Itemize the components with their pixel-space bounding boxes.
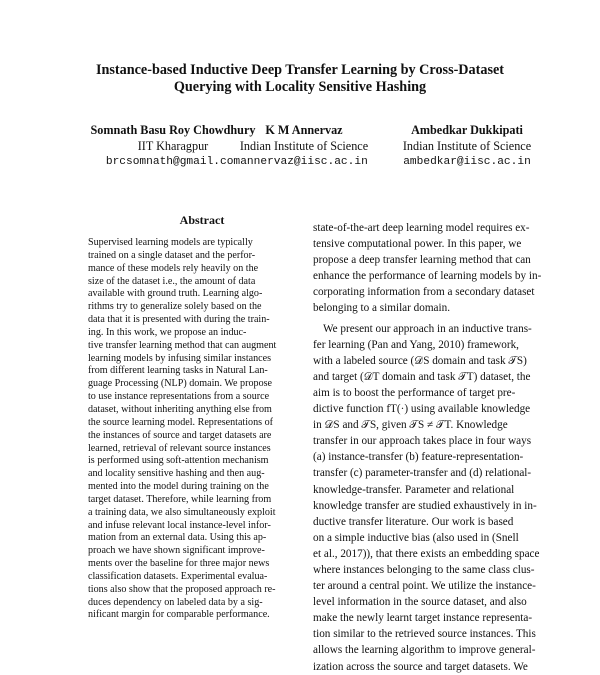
abstract-line: rithms try to generalize solely based on the: [88, 301, 262, 313]
abstract-line: is performed using soft-attention mechanism: [88, 455, 269, 467]
paragraph-line: enhance the performance of learning models by in-: [313, 270, 542, 283]
abstract-line: dataset, without inheriting anything else from: [88, 403, 272, 415]
author-email: annervaz@iisc.ac.in: [240, 156, 368, 168]
abstract-line: learning models by infusing similar instances: [88, 352, 272, 364]
abstract-line: tive transfer learning method that can augment: [88, 339, 277, 351]
paragraph-line: dictive function fT(·) using available knowledge: [313, 403, 531, 416]
abstract-line: and locality sensitive hashing and then aug-: [88, 468, 265, 480]
paragraph-line: transfer (c) parameter-transfer and (d) relational-: [313, 467, 532, 480]
abstract-line: ing. In this work, we propose an induc-: [88, 326, 247, 338]
paragraph-line: where instances belonging to the same class clus-: [313, 563, 535, 576]
paragraph-line: (a) instance-transfer (b) feature-representation-: [313, 451, 524, 464]
abstract-line: size of the dataset i.e., the amount of data: [88, 275, 256, 287]
author-block: [224, 122, 384, 170]
abstract-line: tions also show that the proposed approach re-: [88, 583, 276, 595]
abstract-line: trained on a single dataset and the perfor-: [88, 249, 256, 261]
author-name: Ambedkar Dukkipati: [411, 123, 523, 137]
paragraph-line: belonging to a similar domain.: [313, 302, 451, 315]
author-name: Somnath Basu Roy Chowdhury: [90, 123, 256, 137]
abstract-line: mented into the model during training on the: [88, 481, 269, 493]
abstract-line: from different learning tasks in Natural Lan-: [88, 365, 268, 377]
author-name: K M Annervaz: [265, 123, 343, 137]
abstract-line: and infuse relevant local instance-level infor-: [88, 519, 271, 531]
paragraph-line: allows the learning algorithm to improve general-: [313, 644, 536, 657]
abstract-line: Supervised learning models are typically: [88, 237, 253, 248]
abstract-body: [88, 237, 316, 622]
abstract-line: ments over the baseline for three major news: [88, 558, 270, 570]
paragraph-line: tensive computational power. In this paper, we: [313, 238, 522, 251]
paragraph-line: transfer in our approach takes place in four ways: [313, 435, 532, 448]
abstract-line: guage Processing (NLP) domain. We propose: [88, 378, 273, 390]
abstract-line: learned, retrieval of relevant source instances: [88, 442, 271, 454]
author-affiliation: Indian Institute of Science: [239, 139, 369, 153]
paragraph-line: knowledge transfer are studied exhaustively in in-: [313, 499, 537, 512]
title-line: Querying with Locality Sensitive Hashing: [173, 79, 427, 95]
paragraph-line: We present our approach in an inductive trans-: [323, 322, 532, 335]
paragraph-line: ization across the source and target datasets. We: [313, 660, 528, 673]
abstract-line: mation from an external data. Using this ap-: [88, 532, 267, 544]
paper-title: [0, 62, 600, 96]
paragraph-line: ter around a central point. We utilize the instance-: [313, 580, 536, 593]
abstract-line: target dataset. Therefore, while learning from: [88, 493, 272, 505]
paragraph-line: tion similar to the retrieved source instances. This: [313, 628, 536, 641]
author-email: ambedkar@iisc.ac.in: [403, 156, 531, 168]
paragraph-line: level information in the source dataset, and also: [313, 596, 527, 609]
abstract-line: a training data, we also simultaneously exploit: [88, 506, 276, 518]
abstract-heading: Abstract: [179, 213, 225, 227]
paragraph-line: aim is to boost the performance of target pre-: [313, 386, 516, 399]
paragraph-line: with a labeled source (𝒟S domain and task 𝒯S): [313, 354, 527, 367]
paragraph-line: et al., 2017)), that there exists an embedding space: [313, 547, 540, 560]
paragraph-line: state-of-the-art deep learning model requires ex-: [313, 222, 530, 234]
introduction-column: [313, 220, 542, 675]
paragraph-line: on a simple inductive bias (also used in (Snell: [313, 531, 519, 544]
author-email: brcsomnath@gmail.com: [105, 156, 241, 168]
paragraph-line: make the newly learnt target instance representa-: [313, 612, 533, 625]
author-block: [377, 122, 557, 170]
abstract-line: the instances of source and target datasets are: [88, 429, 272, 441]
abstract-line: classification datasets. Experimental evalua-: [88, 570, 268, 582]
paragraph-line: propose a deep transfer learning method that can: [313, 254, 531, 267]
author-affiliation: Indian Institute of Science: [402, 139, 532, 153]
abstract-line: nificant margin for comparable performance.: [88, 609, 270, 621]
abstract-line: proach we have shown significant improve-: [88, 545, 265, 557]
abstract-line: the source learning model. Representations of: [88, 416, 273, 428]
paragraph-line: and target (𝒟T domain and task 𝒯T) dataset, the: [313, 370, 531, 383]
abstract-line: duces dependency on labeled data by a sig-: [88, 596, 263, 608]
paragraph-line: in 𝒟S and 𝒯S, given 𝒯S ≠ 𝒯T. Knowledge: [313, 419, 508, 432]
paragraph-line: corporating information from a secondary dataset: [313, 286, 535, 299]
paragraph-line: knowledge-transfer. Parameter and relational: [313, 483, 515, 496]
abstract-line: mance of these models rely heavily on the: [88, 262, 259, 274]
abstract-line: to use instance representations from a source: [88, 391, 270, 403]
title-line: Instance-based Inductive Deep Transfer Learning by Cross-Dataset: [95, 62, 505, 78]
paragraph-line: fer learning (Pan and Yang, 2010) framework,: [313, 338, 519, 351]
author-affiliation: IIT Kharagpur: [137, 139, 209, 153]
paragraph-line: ductive transfer literature. Our work is based: [313, 515, 514, 528]
abstract-line: data that it is presented with during the train-: [88, 314, 270, 326]
abstract-line: available with ground truth. Learning algo-: [88, 288, 263, 300]
